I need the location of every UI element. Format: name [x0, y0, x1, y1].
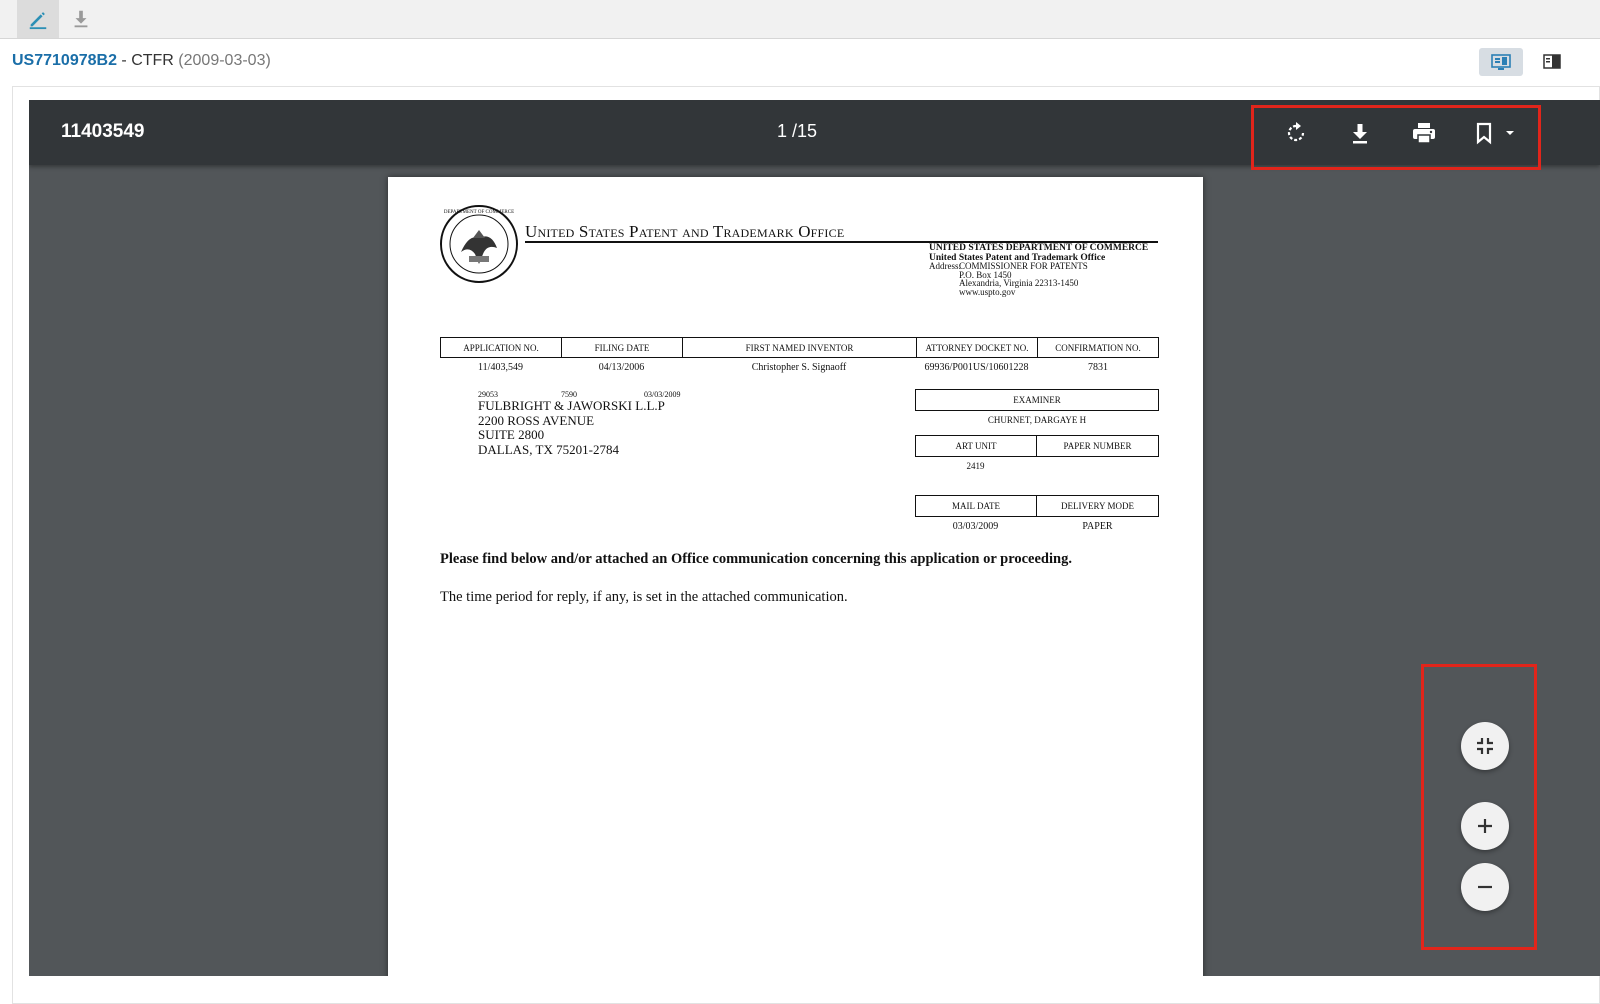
correspondent-line-3: SUITE 2800: [478, 427, 545, 443]
address-line-3: Alexandria, Virginia 22313-1450: [959, 278, 1079, 288]
notice-bold: Please find below and/or attached an Office communication concerning this application or proceeding.: [440, 551, 1072, 567]
paper-number-label: PAPER NUMBER: [1063, 441, 1132, 451]
zoom-in-icon: [1475, 816, 1495, 836]
print-icon: [1411, 121, 1437, 145]
address-label: Address:: [929, 261, 961, 271]
art-unit-value: 2419: [966, 461, 985, 471]
pen-icon: [27, 8, 49, 30]
examiner-value-row: [915, 415, 1159, 425]
dept-line-1: UNITED STATES DEPARTMENT OF COMMERCE: [929, 243, 1149, 253]
delivery-mode-value: PAPER: [1082, 521, 1113, 532]
zoom-in-button[interactable]: [1461, 802, 1509, 850]
viewer-download-button[interactable]: [1343, 117, 1377, 149]
header-first-named-inventor: FIRST NAMED INVENTOR: [683, 338, 917, 357]
correspondent-line-2: 2200 ROSS AVENUE: [478, 412, 595, 428]
zoom-out-button[interactable]: [1461, 863, 1509, 911]
svg-text:DEPARTMENT OF COMMERCE: DEPARTMENT OF COMMERCE: [443, 210, 515, 215]
top-toolbar: [0, 0, 1600, 39]
split-view-icon: [1542, 53, 1562, 71]
value-filing-date: 04/13/2006: [598, 362, 645, 373]
header-confirmation-no: CONFIRMATION NO.: [1055, 342, 1141, 353]
viewer-header: [29, 100, 1600, 165]
correspondent-address: [478, 399, 665, 458]
value-attorney-docket: 69936/P001US/10601228: [924, 362, 1029, 373]
art-unit-value-row: [915, 461, 1159, 471]
correspondent-line-1: FULBRIGHT & JAWORSKI L.L.P: [478, 398, 665, 413]
bookmark-icon: [1474, 121, 1518, 145]
viewer-doc-number: 11403549: [61, 121, 145, 142]
value-application-no: 11/403,549: [478, 362, 523, 373]
uspto-seal-logo: [439, 204, 519, 284]
examiner-label: EXAMINER: [1013, 395, 1061, 405]
annotate-button[interactable]: [17, 0, 59, 38]
document-date: (2009-03-03): [178, 52, 271, 69]
document-id-link[interactable]: US7710978B2: [12, 52, 117, 69]
notice-text: The time period for reply, if any, is set in the attached communication.: [440, 589, 848, 605]
title-separator: -: [116, 52, 132, 69]
single-view-icon: [1491, 53, 1511, 71]
application-table-values: [440, 362, 1159, 373]
print-button[interactable]: [1407, 117, 1441, 149]
address-line-2: P.O. Box 1450: [959, 269, 1012, 280]
value-first-named-inventor: Christopher S. Signaoff: [751, 362, 847, 373]
mail-date-label: MAIL DATE: [916, 496, 1037, 516]
document-type: CTFR: [131, 52, 174, 69]
dept-line-2: United States Patent and Trademark Office: [929, 252, 1106, 263]
single-view-button[interactable]: [1479, 48, 1523, 76]
value-confirmation-no: 7831: [1088, 362, 1108, 373]
document-page: [388, 177, 1203, 976]
download-icon: [1348, 121, 1372, 145]
art-unit-box: [915, 435, 1159, 457]
rotate-button[interactable]: [1279, 117, 1313, 149]
toolbar-download-button[interactable]: [60, 0, 102, 38]
split-view-button[interactable]: [1530, 48, 1574, 76]
fit-page-icon: [1475, 736, 1495, 756]
header-attorney-docket: ATTORNEY DOCKET NO.: [917, 338, 1038, 357]
examiner-name: CHURNET, DARGAYE H: [987, 415, 1087, 425]
correspondent-line-4: DALLAS, TX 75201-2784: [478, 442, 619, 458]
document-title: [12, 52, 271, 70]
fit-page-button[interactable]: [1461, 722, 1509, 770]
address-line-4: www.uspto.gov: [959, 286, 1016, 297]
art-unit-label: ART UNIT: [916, 436, 1037, 456]
code-customer: 29053: [478, 390, 498, 399]
zoom-out-icon: [1475, 877, 1495, 897]
pdf-viewer: [29, 100, 1600, 976]
application-table-header: [440, 337, 1159, 358]
page-counter: 1 /15: [777, 121, 818, 141]
office-title: United States Patent and Trademark Office: [525, 222, 845, 241]
code-date: 03/03/2009: [644, 390, 681, 399]
mail-date-value-row: [915, 521, 1159, 532]
download-icon: [70, 8, 92, 30]
address-block-header: [929, 262, 1088, 296]
rotate-icon: [1284, 121, 1308, 145]
header-application-no: APPLICATION NO.: [441, 338, 562, 357]
code-routing: 7590: [561, 390, 577, 399]
bookmark-button[interactable]: [1469, 117, 1523, 149]
delivery-mode-label: DELIVERY MODE: [1061, 501, 1134, 511]
examiner-box: [915, 389, 1159, 411]
header-filing-date: FILING DATE: [562, 338, 683, 357]
mail-date-box: [915, 495, 1159, 517]
mail-date-value: 03/03/2009: [952, 521, 999, 532]
address-line-1: COMMISSIONER FOR PATENTS: [959, 261, 1088, 271]
